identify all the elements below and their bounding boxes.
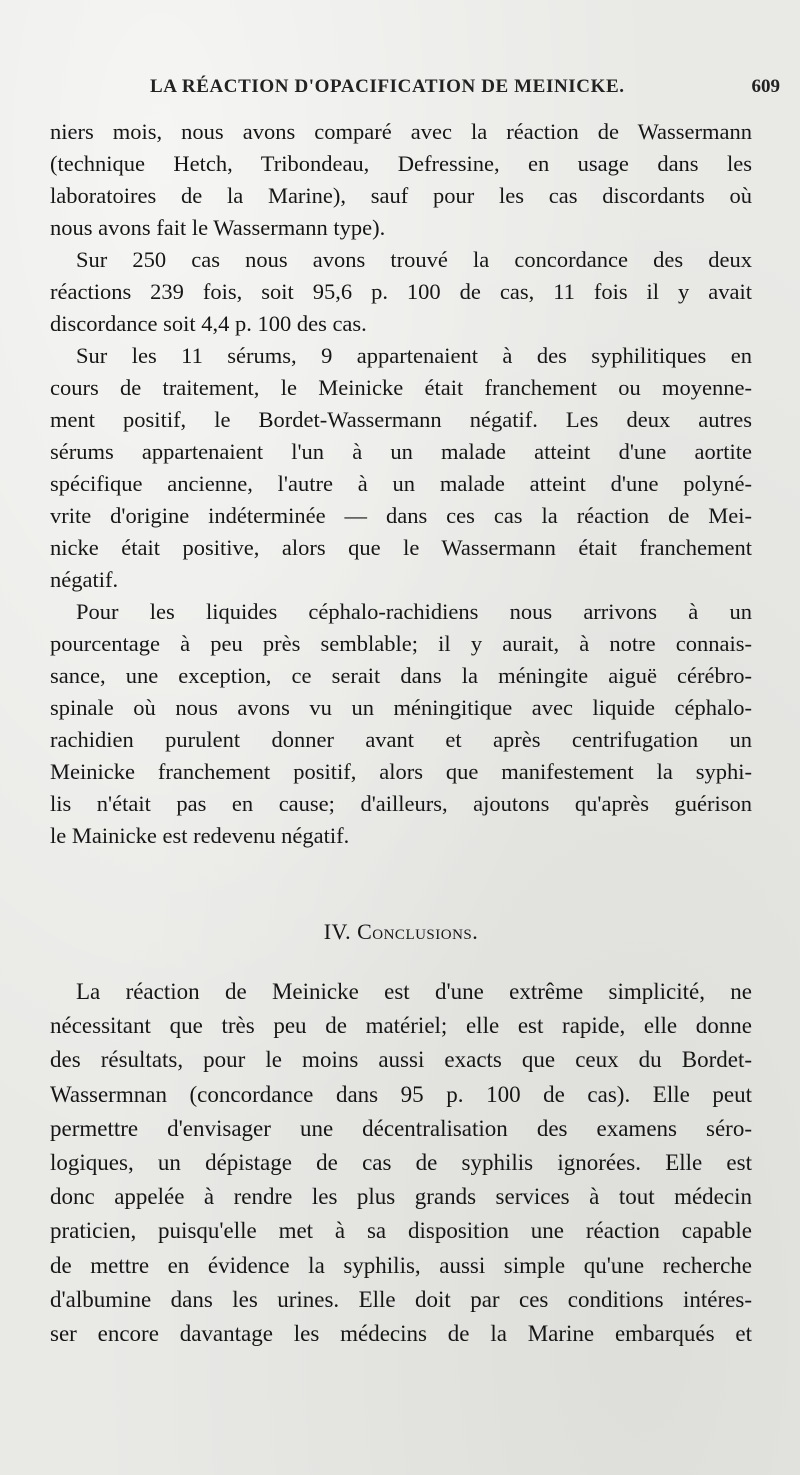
text-line: nécessitant que très peu de matériel; elle est rapide, elle donne [50, 1013, 752, 1039]
section-numeral: IV. [323, 919, 352, 944]
text-line: discordance soit 4,4 p. 100 des cas. [50, 311, 367, 336]
text-line: rachidien purulent donner avant et après centrifugation un [50, 727, 752, 752]
text-line: nous avons fait le Wassermann type). [50, 215, 386, 240]
running-head [150, 76, 780, 104]
text-line: spinale où nous avons vu un méningitique avec liquide céphalo- [50, 695, 752, 720]
text-line: de mettre en évidence la syphilis, aussi simple qu'une recherche [50, 1252, 752, 1278]
text-line: cours de traitement, le Meinicke était franchement ou moyenne- [50, 375, 752, 400]
text-line: vrite d'origine indéterminée — dans ces cas la réaction de Mei- [50, 503, 752, 528]
text-line: La réaction de Meinicke est d'une extrême simplicité, ne [76, 979, 752, 1004]
body-text [50, 116, 752, 852]
text-line: négatif. [50, 567, 119, 592]
page-number: 609 [751, 76, 780, 97]
text-line: permettre d'envisager une décentralisation des examens séro- [50, 1115, 752, 1141]
text-line: donc appelée à rendre les plus grands services à tout médecin [50, 1184, 752, 1210]
text-line: ment positif, le Bordet-Wassermann négatif. Les deux autres [50, 407, 752, 432]
text-line: spécifique ancienne, l'autre à un malade atteint d'une polyné- [50, 471, 752, 496]
text-line: Pour les liquides céphalo-rachidiens nous arrivons à un [76, 599, 752, 624]
text-line: ser encore davantage les médecins de la Marine embarqués et [50, 1320, 752, 1346]
text-line: d'albumine dans les urines. Elle doit par ces conditions intéres- [50, 1286, 752, 1312]
text-line: sance, une exception, ce serait dans la méningite aiguë cérébro- [50, 663, 752, 688]
text-line: lis n'était pas en cause; d'ailleurs, ajoutons qu'après guérison [50, 791, 752, 816]
section-heading [50, 900, 752, 964]
text-line: praticien, puisqu'elle met à sa disposition une réaction capable [50, 1218, 752, 1244]
text-line: (technique Hetch, Tribondeau, Defressine, en usage dans les [50, 151, 752, 176]
text-line: Sur 250 cas nous avons trouvé la concordance des deux [76, 247, 752, 272]
text-line: niers mois, nous avons comparé avec la réaction de Wassermann [50, 119, 752, 144]
text-line: des résultats, pour le moins aussi exacts que ceux du Bordet- [50, 1047, 752, 1073]
text-line: Sur les 11 sérums, 9 appartenaient à des syphilitiques en [76, 343, 752, 368]
text-line: pourcentage à peu près semblable; il y aurait, à notre connais- [50, 631, 752, 656]
text-line: Wassermnan (concordance dans 95 p. 100 de cas). Elle peut [50, 1081, 752, 1107]
conclusion-text [50, 975, 752, 1351]
text-line: le Mainicke est redevenu négatif. [50, 823, 350, 848]
text-line: laboratoires de la Marine), sauf pour les cas discordants où [50, 183, 752, 208]
section-title: Conclusions. [357, 919, 479, 944]
text-line: réactions 239 fois, soit 95,6 p. 100 de cas, 11 fois il y avait [50, 279, 752, 304]
text-line: nicke était positive, alors que le Wassermann était franchement [50, 535, 752, 560]
text-line: logiques, un dépistage de cas de syphilis ignorées. Elle est [50, 1149, 752, 1175]
text-line: sérums appartenaient l'un à un malade atteint d'une aortite [50, 439, 752, 464]
running-head-title: LA RÉACTION D'OPACIFICATION DE MEINICKE. [150, 76, 625, 97]
text-line: Meinicke franchement positif, alors que manifestement la syphi- [50, 759, 752, 784]
